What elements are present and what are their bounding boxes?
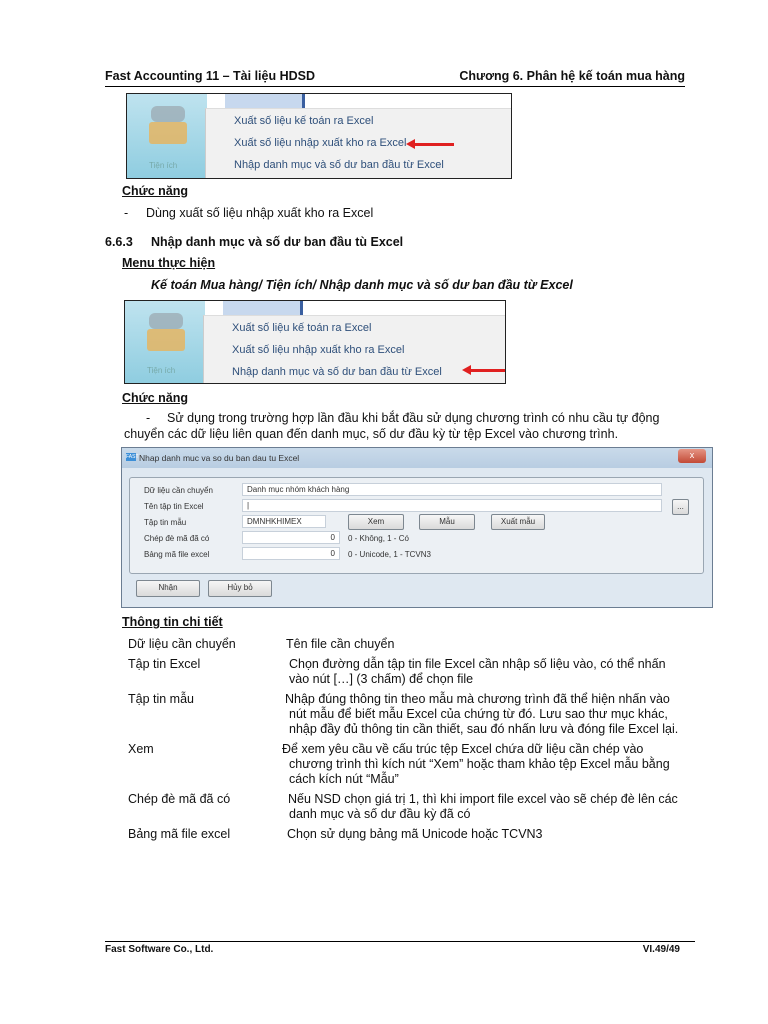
detail-label: Tập tin Excel	[128, 657, 201, 671]
data-label: Dữ liệu cần chuyển	[144, 486, 213, 495]
overwrite-field[interactable]: 0	[242, 531, 340, 544]
overwrite-hint: 0 - Không, 1 - Có	[348, 534, 409, 543]
detail-text: Để xem yêu cầu về cấu trúc tệp Excel chứa dữ liệu cần chép vào	[282, 742, 644, 756]
ok-button[interactable]: Nhận	[136, 580, 200, 597]
menu-item[interactable]: Nhập danh mục và số dư ban đầu từ Excel	[234, 159, 444, 171]
view-button[interactable]: Xem	[348, 514, 404, 530]
app-icon: FAST	[126, 454, 139, 460]
encoding-field[interactable]: 0	[242, 547, 340, 560]
detail-label: Dữ liệu cần chuyển	[128, 637, 236, 651]
detail-text: danh mục và số dư đầu kỳ đã có	[289, 807, 471, 821]
menu-item[interactable]: Xuất số liệu nhập xuất kho ra Excel	[232, 344, 405, 356]
detail-text: cách kích nút “Mẫu”	[289, 772, 399, 786]
detail-text: nhập đầy đủ thông tin cần thiết, sau đó nhấn lưu và đóng file Excel lại.	[289, 722, 679, 736]
overwrite-label: Chép đè mã đã có	[144, 534, 210, 543]
bullet-dash: -	[124, 206, 129, 220]
detail-text: Nhập đúng thông tin theo mẫu mà chương trình đã thể hiện nhấn vào	[285, 692, 670, 706]
template-field[interactable]: DMNHKHIMEX	[242, 515, 326, 528]
section-title: Nhập danh mục và số dư ban đầu tù Excel	[151, 235, 404, 249]
detail-text: Chọn đường dẫn tập tin file Excel cần nhập số liệu vào, có thể nhấn	[289, 657, 666, 671]
menu-heading: Menu thực hiện	[122, 256, 216, 270]
file-field[interactable]: |	[242, 499, 662, 512]
header-right: Chương 6. Phân hệ kế toán mua hàng	[459, 69, 685, 83]
func-heading: Chức năng	[122, 391, 188, 405]
menu-screenshot-1	[126, 93, 512, 179]
template-button[interactable]: Mẫu	[419, 514, 475, 530]
close-button[interactable]: x	[678, 449, 706, 463]
func-heading: Chức năng	[122, 184, 188, 198]
cancel-button[interactable]: Hủy bỏ	[208, 580, 272, 597]
browse-button[interactable]: ...	[672, 499, 689, 515]
func-text: chuyển các dữ liệu liên quan đến danh mục, số dư đầu kỳ từ tệp Excel vào chương trình.	[124, 427, 619, 441]
toolbox-icon: Tiện ích	[127, 94, 207, 178]
detail-text: nút mẫu để biết mẫu Excel của chứng từ đó. Lưu sao thư mục khác,	[289, 707, 668, 721]
template-label: Tập tin mẫu	[144, 518, 187, 527]
section-number: 6.6.3	[105, 235, 133, 249]
detail-label: Chép đè mã đã có	[128, 792, 231, 806]
menu-item[interactable]: Xuất số liệu kế toán ra Excel	[234, 115, 374, 127]
header-divider	[105, 86, 685, 87]
detail-text: Chọn sử dụng bảng mã Unicode hoặc TCVN3	[287, 827, 543, 841]
menu-item[interactable]: Nhập danh mục và số dư ban đầu từ Excel	[232, 366, 442, 378]
menu-item[interactable]: Xuất số liệu kế toán ra Excel	[232, 322, 372, 334]
red-arrow-icon	[470, 369, 506, 372]
import-dialog	[121, 447, 713, 608]
header-left: Fast Accounting 11 – Tài liệu HDSD	[105, 69, 315, 83]
red-arrow-icon	[414, 143, 454, 146]
menu-item[interactable]: Xuất số liệu nhập xuất kho ra Excel	[234, 137, 407, 149]
footer-divider	[105, 941, 695, 942]
footer-left: Fast Software Co., Ltd.	[105, 944, 214, 955]
encoding-label: Bảng mã file excel	[144, 550, 210, 559]
func-text: Dùng xuất số liệu nhập xuất kho ra Excel	[146, 206, 374, 220]
export-template-button[interactable]: Xuất mẫu	[491, 514, 545, 530]
detail-text: vào nút […] (3 chấm) để chọn file	[289, 672, 474, 686]
detail-text: Nếu NSD chọn giá trị 1, thì khi import file excel vào sẽ chép đè lên các	[288, 792, 678, 806]
dialog-title: Nhap danh muc va so du ban dau tu Excel	[139, 453, 300, 463]
detail-label: Tập tin mẫu	[128, 692, 195, 706]
file-label: Tên tập tin Excel	[144, 502, 204, 511]
func-text: Sử dụng trong trường hợp lần đầu khi bắt đầu sử dụng chương trình có nhu cầu tự động	[167, 411, 660, 425]
bullet-dash: -	[146, 411, 151, 425]
footer-right: VI.49/49	[642, 944, 680, 955]
detail-label: Bảng mã file excel	[128, 827, 231, 841]
detail-label: Xem	[128, 742, 154, 756]
detail-text: Tên file cần chuyển	[286, 637, 395, 651]
data-field[interactable]: Danh mục nhóm khách hàng	[242, 483, 662, 496]
dialog-titlebar	[122, 448, 712, 468]
encoding-hint: 0 - Unicode, 1 - TCVN3	[348, 550, 431, 559]
detail-text: chương trình thì kích nút “Xem” hoặc tham khảo tệp Excel mẫu bằng	[289, 757, 670, 771]
menu-path: Kế toán Mua hàng/ Tiện ích/ Nhập danh mục và số dư ban đầu từ Excel	[151, 278, 573, 292]
toolbox-icon: Tiện ích	[125, 301, 205, 383]
menu-screenshot-2	[124, 300, 506, 384]
details-heading: Thông tin chi tiết	[122, 615, 223, 629]
